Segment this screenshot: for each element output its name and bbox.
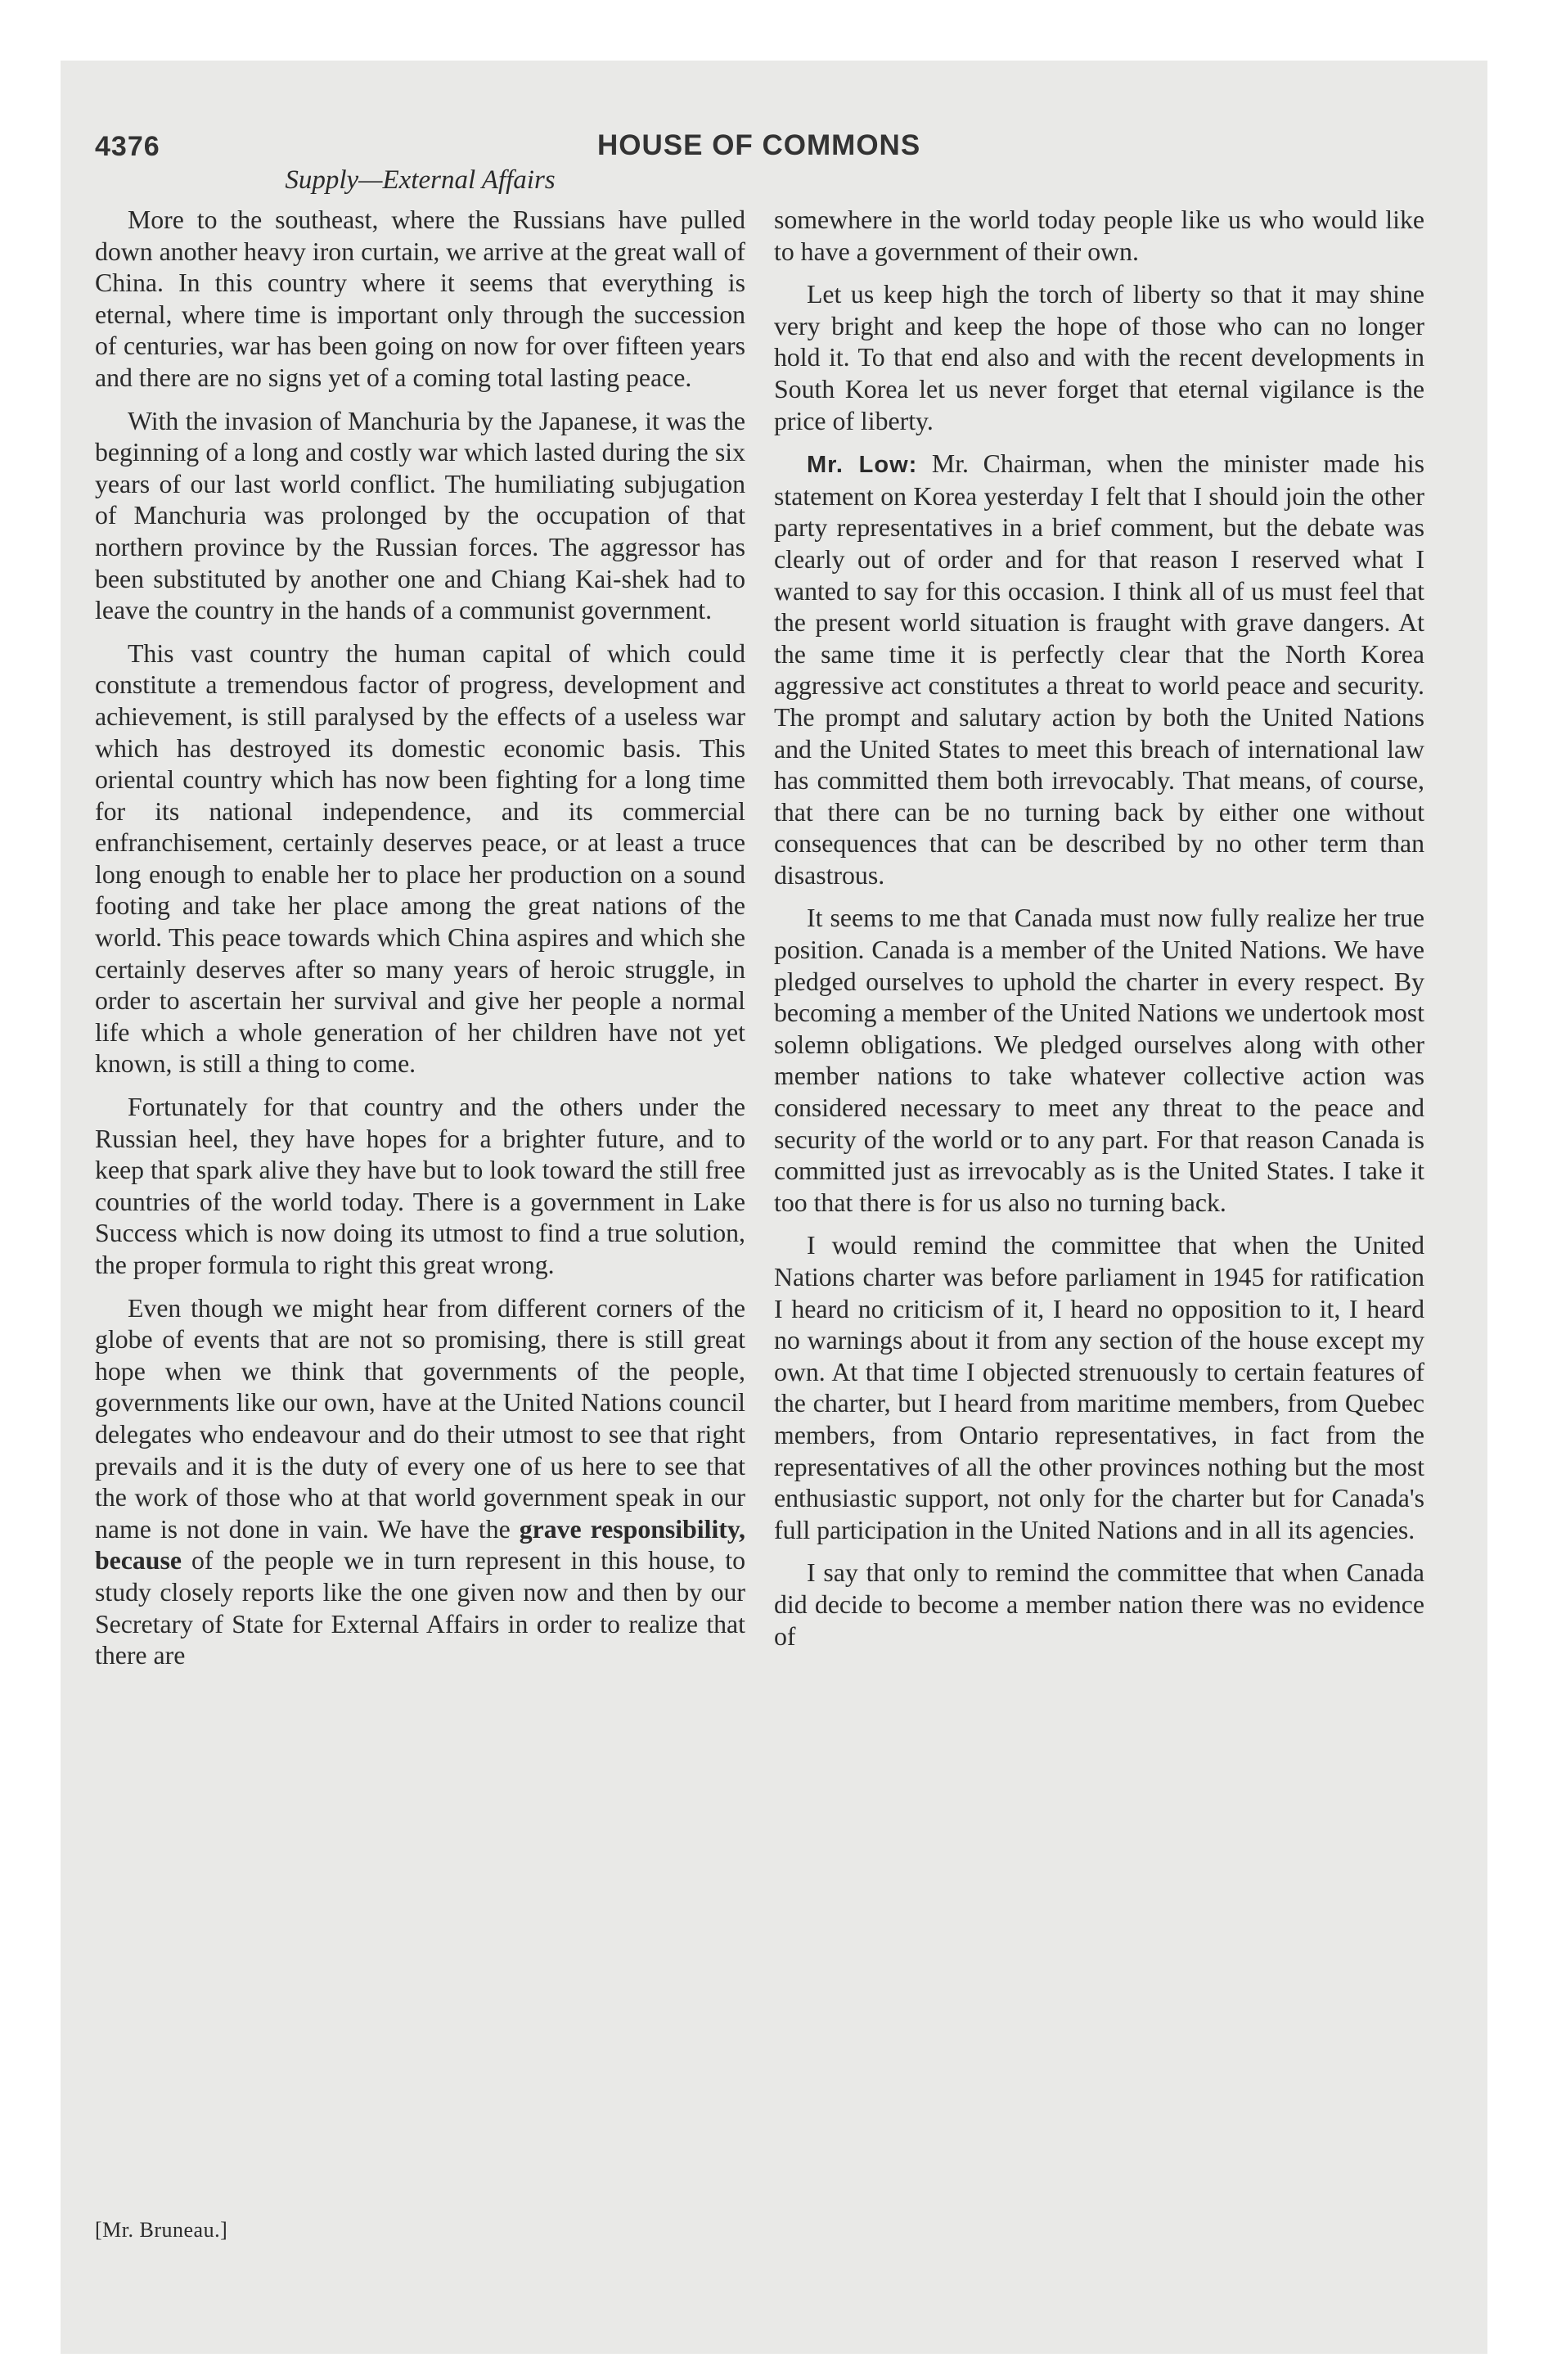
bold-phrase: grave responsibility, because — [95, 1514, 745, 1575]
speaker-attribution: [Mr. Bruneau.] — [95, 2218, 228, 2242]
paragraph — [774, 449, 1424, 891]
paragraph-text: of the people we in turn represent in this house, to study closely reports like the one given now and then by our Secretary of State for External Affairs in order to realize that there are — [95, 1546, 745, 1670]
paragraph: More to the southeast, where the Russians have pulled down another heavy iron curtain, we arrive at the great wall of China. In this country where it seems that everything is eternal, where time is important only through the succession of centuries, war has been going on now for over fifteen years and there are no signs yet of a coming total lasting peace. — [95, 205, 745, 392]
paragraph: Fortunately for that country and the others under the Russian heel, they have hopes for a brighter future, and to keep that spark alive they have but to look toward the still free countries of the world today. There is a government in Lake Success which is now doing its utmost to find a true solution, the proper formula to right this great wrong. — [95, 1093, 745, 1279]
paragraph: somewhere in the world today people like us who would like to have a government of their own. — [774, 205, 1424, 266]
paragraph: This vast country the human capital of which could constitute a tremendous factor of progress, development and achievement, is still paralysed by the effects of a useless war which has destroyed its domestic economic basis. This oriental country which has now been fighting for a long time for its national independence, and its commercial enfranchisement, certainly deserves peace, or at least a truce long enough to enable her to place her production on a sound footing and take her place among the great nations of the world. This peace towards which China aspires and which she certainly deserves after so many years of heroic struggle, in order to ascertain her survival and give her people a normal life which a whole generation of her children have not yet known, is still a thing to come. — [95, 638, 745, 1079]
paragraph: With the invasion of Manchuria by the Japanese, it was the beginning of a long and costly war which lasted during the six years of our last world conflict. The humiliating subjugation of Manchuria was prolonged by the occupation of that northern province by the Russian forces. The aggressor has been substituted by another one and Chiang Kai-shek had to leave the country in the hands of a communist government. — [95, 406, 745, 625]
paragraph — [95, 1293, 745, 1672]
right-column — [774, 205, 1424, 1664]
paragraph: I say that only to remind the committee that when Canada did decide to become a member nation there was no evidence of — [774, 1558, 1424, 1651]
page-number: 4376 — [95, 131, 160, 162]
running-head: HOUSE OF COMMONS — [597, 129, 921, 161]
paragraph: Let us keep high the torch of liberty so that it may shine very bright and keep the hope of those who can no longer hold it. To that end also and with the recent developments in South Korea let us never forget that eternal vigilance is the price of liberty. — [774, 280, 1424, 435]
paragraph: It seems to me that Canada must now fully realize her true position. Canada is a member of the United Nations. We have pledged ourselves to uphold the charter in every respect. By becoming a member of the United Nations we undertook most solemn obligations. We pledged ourselves along with other member nations to take whatever collective action was considered necessary to meet any threat to the peace and security of the world or to any part. For that reason Canada is committed just as irrevocably as is the United States. I take it too that there is for us also no turning back. — [774, 904, 1424, 1217]
left-column — [95, 164, 745, 1684]
section-title: Supply—External Affairs — [285, 165, 556, 195]
paragraph: I would remind the committee that when the United Nations charter was before parliament in 1945 for ratification I heard no criticism of it, I heard no opposition to it, I heard no warnings about it from any section of the house except my own. At that time I objected strenuously to certain features of the charter, but I heard from maritime members, from Quebec members, from Ontario representatives, in fact from the representatives of all the other provinces nothing but the most enthusiastic support, not only for the charter but for Canada's full participation in the United Nations and in all its agencies. — [774, 1231, 1424, 1544]
paragraph-text: Mr. Chairman, when the minister made his statement on Korea yesterday I felt that I should join the other party representatives in a brief comment, but the debate was clearly out of order and for that reason I reserved what I wanted to say for this occasion. I think all of us must feel that the present world situation is fraught with grave dangers. At the same time it is perfectly clear that the North Korea aggressive act constitutes a threat to world peace and security. The prompt and salutary action by both the United Nations and the United States to meet this breach of international law has committed them both irrevocably. That means, of course, that there can be no turning back by either one without consequences that can be described by no other term than disastrous. — [774, 449, 1424, 890]
paragraph-text: Even though we might hear from different corners of the globe of events that are not so promising, there is still great hope when we think that governments of the people, governments like our own, have at the United Nations council delegates who endeavour and do their utmost to see that right prevails and it is the duty of every one of us here to see that the work of those who at that world government speak in our name is not done in vain. We have the — [95, 1293, 745, 1544]
speaker-name: Mr. Low: — [807, 452, 918, 479]
